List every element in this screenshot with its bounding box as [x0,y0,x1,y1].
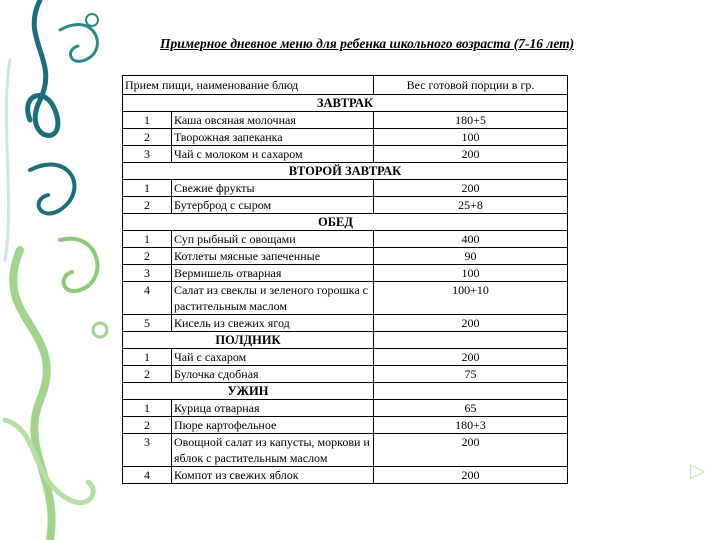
item-number: 2 [123,197,172,214]
menu-table [122,75,568,484]
item-number: 2 [123,248,172,265]
section-row [123,214,568,231]
dish-name: Бутерброд с сыром [172,197,374,214]
portion-weight: 200 [374,349,568,366]
portion-weight: 400 [374,231,568,248]
item-number: 4 [123,467,172,484]
item-number: 1 [123,112,172,129]
section-row [123,163,568,180]
section-title: УЖИН [123,383,374,400]
item-number: 1 [123,180,172,197]
dish-name: Салат из свеклы и зеленого горошка с растительным маслом [172,282,374,315]
dish-name: Кисель из свежих ягод [172,315,374,332]
dish-name: Творожная запеканка [172,129,374,146]
portion-weight: 200 [374,434,568,467]
table-row [123,146,568,163]
dish-name: Чай с сахаром [172,349,374,366]
section-title: ЗАВТРАК [123,95,568,112]
portion-weight: 100 [374,265,568,282]
portion-weight: 100+10 [374,282,568,315]
header-weight: Вес готовой порции в гр. [374,76,568,95]
page-title: Примерное дневное меню для ребенка школьного возраста (7-16 лет) [160,36,575,51]
section-row [123,383,568,400]
table-row [123,248,568,265]
table-row [123,417,568,434]
portion-weight: 75 [374,366,568,383]
table-row [123,315,568,332]
table-row [123,282,568,315]
portion-weight: 65 [374,400,568,417]
portion-weight: 200 [374,467,568,484]
table-header-row [123,76,568,95]
portion-weight: 25+8 [374,197,568,214]
table-row [123,434,568,467]
dish-name: Вермишель отварная [172,265,374,282]
item-number: 1 [123,349,172,366]
section-title: ОБЕД [123,214,568,231]
portion-weight: 100 [374,129,568,146]
empty-cell [374,332,568,349]
portion-weight: 180+5 [374,112,568,129]
table-row [123,467,568,484]
empty-cell [374,383,568,400]
item-number: 5 [123,315,172,332]
table-row [123,197,568,214]
item-number: 2 [123,417,172,434]
dish-name: Курица отварная [172,400,374,417]
portion-weight: 200 [374,146,568,163]
table-row [123,231,568,248]
section-title: ПОЛДНИК [123,332,374,349]
portion-weight: 200 [374,180,568,197]
dish-name: Компот из свежих яблок [172,467,374,484]
section-title: ВТОРОЙ ЗАВТРАК [123,163,568,180]
dish-name: Котлеты мясные запеченные [172,248,374,265]
next-arrow-icon[interactable]: ▷ [690,460,706,482]
portion-weight: 180+3 [374,417,568,434]
dish-name: Пюре картофельное [172,417,374,434]
table-row [123,112,568,129]
item-number: 3 [123,265,172,282]
table-row [123,265,568,282]
table-row [123,400,568,417]
header-meal-name: Прием пищи, наименование блюд [123,76,374,95]
item-number: 3 [123,146,172,163]
item-number: 4 [123,282,172,315]
dish-name: Булочка сдобная [172,366,374,383]
dish-name: Свежие фрукты [172,180,374,197]
section-row [123,95,568,112]
dish-name: Каша овсяная молочная [172,112,374,129]
portion-weight: 90 [374,248,568,265]
table-row [123,349,568,366]
dish-name: Овощной салат из капусты, моркови и яблок с растительным маслом [172,434,374,467]
portion-weight: 200 [374,315,568,332]
dish-name: Суп рыбный с овощами [172,231,374,248]
dish-name: Чай с молоком и сахаром [172,146,374,163]
item-number: 2 [123,129,172,146]
item-number: 2 [123,366,172,383]
item-number: 1 [123,400,172,417]
item-number: 3 [123,434,172,467]
table-row [123,180,568,197]
section-row [123,332,568,349]
item-number: 1 [123,231,172,248]
decorative-swirls [0,0,130,540]
table-row [123,129,568,146]
table-row [123,366,568,383]
